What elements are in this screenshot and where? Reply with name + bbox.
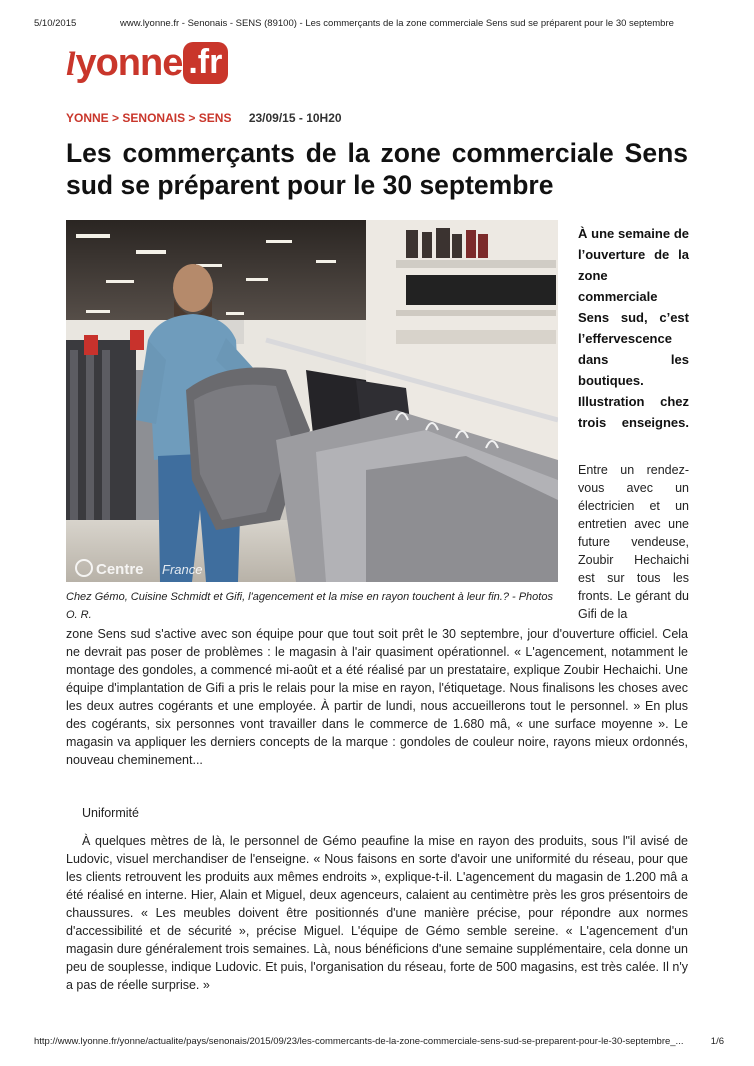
breadcrumb-separator: >	[188, 111, 196, 125]
article-subhead: Uniformité	[82, 806, 139, 820]
breadcrumb	[66, 111, 342, 125]
breadcrumb-sens[interactable]: SENS	[198, 111, 232, 125]
article-lead: À une semaine de l’ouverture de la zone commerciale Sens sud, c’est l’effervescence dans les boutiques. Illustration chez trois enseignes.	[578, 226, 689, 430]
breadcrumb-separator: >	[112, 111, 120, 125]
breadcrumb-yonne[interactable]: YONNE	[66, 111, 109, 125]
print-page-title: www.lyonne.fr - Senonais - SENS (89100) - Les commerçants de la zone commerciale Sens sud se préparent pour le 30 septembre	[120, 18, 674, 29]
print-footer	[34, 1036, 724, 1050]
print-url[interactable]: http://www.lyonne.fr/yonne/actualite/pays/senonais/2015/09/23/les-commercants-de-la-zone-commerciale-sens-sud-se-preparent-pour-le-30-septembre_...	[34, 1036, 684, 1047]
article-photo	[66, 220, 558, 582]
store-photo-illustration	[66, 220, 558, 582]
breadcrumb-senonais[interactable]: SENONAIS	[122, 111, 186, 125]
site-logo[interactable]	[66, 42, 228, 90]
logo-yonne: yonne	[75, 42, 183, 84]
article-headline: Les commerçants de la zone commerciale Sens sud se préparent pour le 30 septembre	[66, 138, 688, 200]
photo-caption: Chez Gémo, Cuisine Schmidt et Gifi, l'agencement et la mise en rayon touchent à leur fin.? - Photos O. R.	[66, 591, 553, 621]
print-page-number: 1/6	[710, 1036, 724, 1047]
print-date: 5/10/2015	[34, 18, 77, 29]
print-header	[34, 18, 724, 32]
publish-timestamp: 23/09/15 - 10H20	[248, 111, 342, 125]
logo-fr-badge: .fr	[183, 42, 228, 84]
watermark-france: France	[162, 562, 203, 577]
logo-l: l	[66, 46, 76, 83]
watermark-centre: Centre	[96, 561, 144, 578]
article-body-intro: Entre un rendez-vous avec un électricien et un entretien avec une future vendeuse, Zoubir Hechaichi est sur tous les fronts. Le gérant du Gifi de la	[578, 463, 689, 621]
article-body-paragraph-2: À quelques mètres de là, le personnel de Gémo peaufine la mise en rayon des produits, sous l"il avisé de Ludovic, visuel merchandiser de l'enseigne. « Nous faisons en sorte d'avoir une uniformité du réseau, pour que les clients retrouvent les produits aux mêmes endroits », explique-t-il. L'agencement du magasin de 1.200 mâ a été réalisé en interne. Hier, Alain et Miguel, deux agenceurs, calaient au centimètre près les gros présentoirs de chaussures. « Les meubles doivent être positionnés d'une manière précise, pour répondre aux normes d'accessibilité et de sécurité », précise Miguel. L'équipe de Gémo semble sereine. « L'agencement d'un magasin dure généralement trois semaines. Là, nous bénéficions d'une semaine supplémentaire, cela donne un peu de souplesse, indique Ludovic. Et puis, l'organisation du réseau, forte de 500 magasins, est très calée. Il n'y a pas de réelle surprise. »	[66, 834, 688, 992]
article-body-paragraph-1: zone Sens sud s'active avec son équipe pour que tout soit prêt le 30 septembre, jour d'ouverture officiel. Cela ne devrait pas poser de problèmes : le magasin à l'air quasiment opérationnel. « L'agencement, notamment le montage des gondoles, a commencé mi-août et a été réalisé par un prestataire, explique Zoubir Hechaichi. Une équipe d'implantation de Gifi a pris le relais pour la mise en rayon, l'étiquetage. Nous finalisons les choses avec les deux autres cogérants et une employée. À partir de lundi, nous accueillerons tout le personnel. » En plus des cogérants, six personnes vont travailler dans le commerce de 1.680 mâ, « une surface moyenne ». Le magasin va appliquer les derniers concepts de la marque : gondoles de couleur noire, rayons mieux ordonnés, nouveau cheminement...	[66, 627, 688, 767]
